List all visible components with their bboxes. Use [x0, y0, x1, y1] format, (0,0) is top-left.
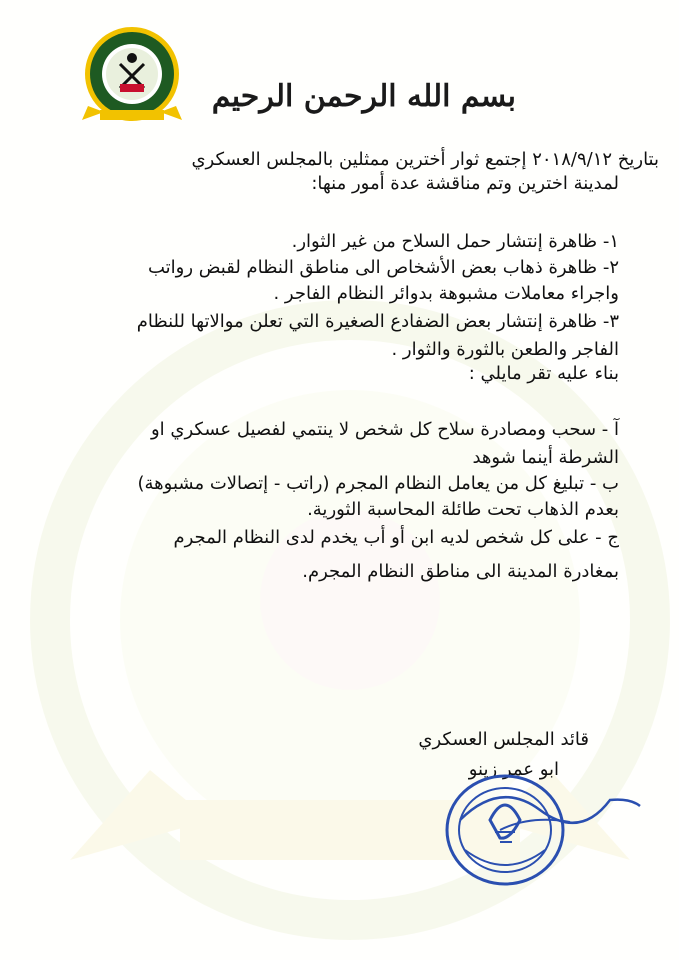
decision-line: آ - سحب ومصادرة سلاح كل شخص لا ينتمي لفصيل عسكري او [150, 419, 619, 440]
issue-line: الفاجر والطعن بالثورة والثوار . [391, 339, 619, 360]
decision-line: الشرطة أينما شوهد [472, 447, 619, 468]
signatory-title: قائد المجلس العسكري [418, 729, 589, 750]
decision-line: ب - تبليغ كل من يعامل النظام المجرم (راتب - إتصالات مشبوهة) [137, 473, 619, 494]
handwritten-signature-icon [440, 760, 650, 850]
military-council-logo-icon [82, 24, 182, 124]
issue-line: ١- ظاهرة إنتشار حمل السلاح من غير الثوار. [291, 231, 619, 252]
resolution-heading: بناء عليه تقر مايلي : [468, 363, 619, 384]
signatory-name: ابو عمر زينو [468, 759, 559, 780]
decision-line: بمغادرة المدينة الى مناطق النظام المجرم. [302, 561, 619, 582]
intro-line: بتاريخ ٢٠١٨/٩/١٢ إجتمع ثوار أخترين ممثلين بالمجلس العسكري [191, 149, 659, 170]
decision-line: بعدم الذهاب تحت طائلة المحاسبة الثورية. [307, 499, 619, 520]
decision-line: ج - على كل شخص لديه ابن أو أب يخدم لدى النظام المجرم [173, 527, 619, 548]
issue-line: واجراء معاملات مشبوهة بدوائر النظام الفاجر . [273, 283, 619, 304]
basmala-heading: بسم الله الرحمن الرحيم [211, 79, 516, 114]
issue-line: ٣- ظاهرة إنتشار بعض الضفادع الصغيرة التي تعلن موالاتها للنظام [136, 311, 619, 332]
intro-line: لمدينة اخترين وتم مناقشة عدة أمور منها: [311, 173, 619, 194]
issue-line: ٢- ظاهرة ذهاب بعض الأشخاص الى مناطق النظام لقبض رواتب [147, 257, 619, 278]
